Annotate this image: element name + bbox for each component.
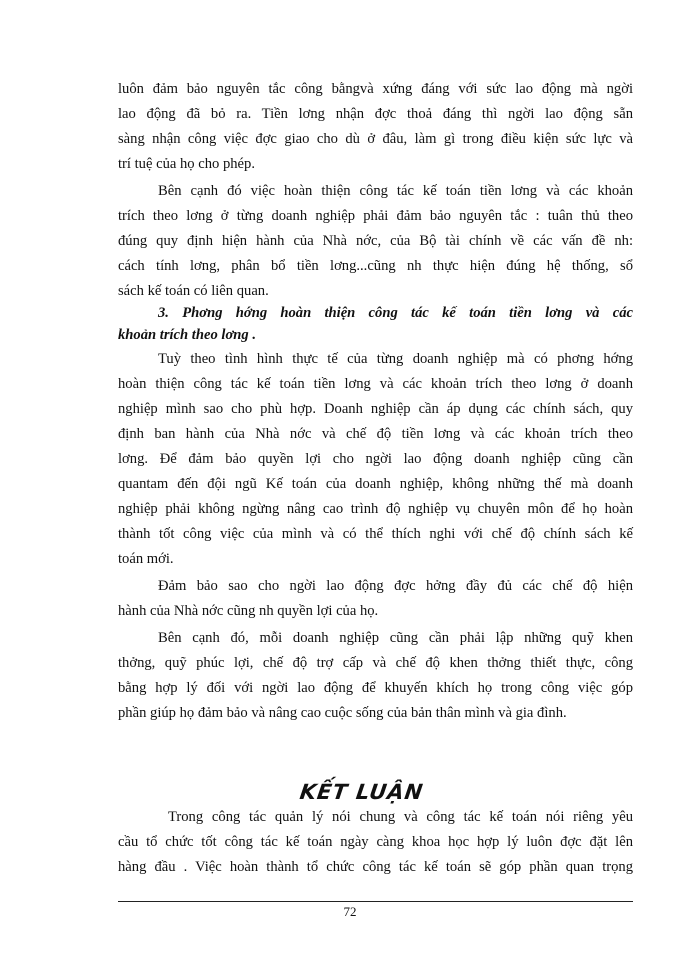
text-line: nghiệp mình sao cho phù hợp. Doanh nghiệp cần áp dụng các chính sách, quy — [118, 401, 633, 417]
text-line: đúng quy định hiện hành của Nhà nớc, của Bộ tài chính về các vấn đề nh: — [118, 233, 633, 249]
text-line: Đảm bảo sao cho ngời lao động đợc hởng đầy đủ các chế độ hiện — [158, 578, 633, 594]
text-line: cầu tổ chức tốt công tác kế toán ngày càng khoa học hợp lý luôn đợc đặt lên — [118, 834, 633, 850]
text-line: quantam đến đội ngũ Kế toán của doanh nghiệp, không những thế mà doanh — [118, 476, 633, 492]
section-heading: khoản trích theo lơng . — [118, 327, 256, 343]
text-line: sàng nhận công việc đợc giao cho dù ở đâu, làm gì trong điều kiện sức lực và — [118, 131, 633, 147]
text-line: cách tính lơng, phân bổ tiền lơng...cũng nh thực hiện đúng hệ thống, sổ — [118, 258, 633, 274]
text-line: hàng đầu . Việc hoàn thành tổ chức công tác kế toán sẽ góp phần quan trọng — [118, 859, 633, 875]
text-line: nghiệp phải không ngừng nâng cao trình độ nghiệp vụ chuyên môn để họ hoàn — [118, 501, 633, 517]
page-number: 72 — [343, 904, 357, 919]
text-line: luôn đảm bảo nguyên tắc công bằngvà xứng đáng với sức lao động mà ngời — [118, 81, 633, 97]
text-line: Trong công tác quản lý nói chung và công tác kế toán nói riêng yêu — [168, 809, 633, 825]
text-line: hành của Nhà nớc cũng nh quyền lợi của họ. — [118, 603, 379, 619]
text-line: trí tuệ của họ cho phép. — [118, 156, 255, 172]
text-line: Bên cạnh đó việc hoàn thiện công tác kế toán tiền lơng và các khoản — [158, 183, 633, 199]
text-line: trích theo lơng ở từng doanh nghiệp phải đảm bảo nguyên tắc : tuân thủ theo — [118, 208, 633, 224]
text-line: phần giúp họ đảm bảo và nâng cao cuộc sống của bản thân mình và gia đình. — [118, 705, 567, 721]
text-line: sách kế toán có liên quan. — [118, 283, 269, 299]
text-line: Tuỳ theo tình hình thực tế của từng doanh nghiệp mà có phơng hớng — [158, 351, 633, 367]
text-line: bằng hợp lý đối với ngời lao động để khuyến khích họ trong công việc góp — [118, 680, 633, 696]
text-line: lơng. Để đảm bảo quyền lợi cho ngời lao động doanh nghiệp cũng cần — [118, 451, 633, 467]
footer-rule — [118, 901, 633, 902]
text-line: hoàn thiện công tác kế toán tiền lơng và các khoản trích theo lơng ở doanh — [118, 376, 633, 392]
text-line: lao động đã bỏ ra. Tiền lơng nhận đợc thoả đáng thì ngời lao động sẵn — [118, 106, 633, 122]
text-line: toán mới. — [118, 551, 174, 567]
text-line: định ban hành của Nhà nớc và chế độ tiền lơng và các khoản trích theo — [118, 426, 633, 442]
conclusion-heading: KẾT LUẬN — [298, 780, 426, 804]
text-line: thành tốt công việc của mình và có thể thích nghi với chế độ chính sách kế — [118, 526, 633, 542]
section-heading: 3. Phơng hớng hoàn thiện công tác kế toán tiền lơng và các — [158, 305, 633, 321]
text-line: Bên cạnh đó, mỗi doanh nghiệp cũng cần phải lập những quỹ khen — [158, 630, 633, 646]
text-line: thởng, quỹ phúc lợi, chế độ trợ cấp và chế độ khen thởng thiết thực, công — [118, 655, 633, 671]
